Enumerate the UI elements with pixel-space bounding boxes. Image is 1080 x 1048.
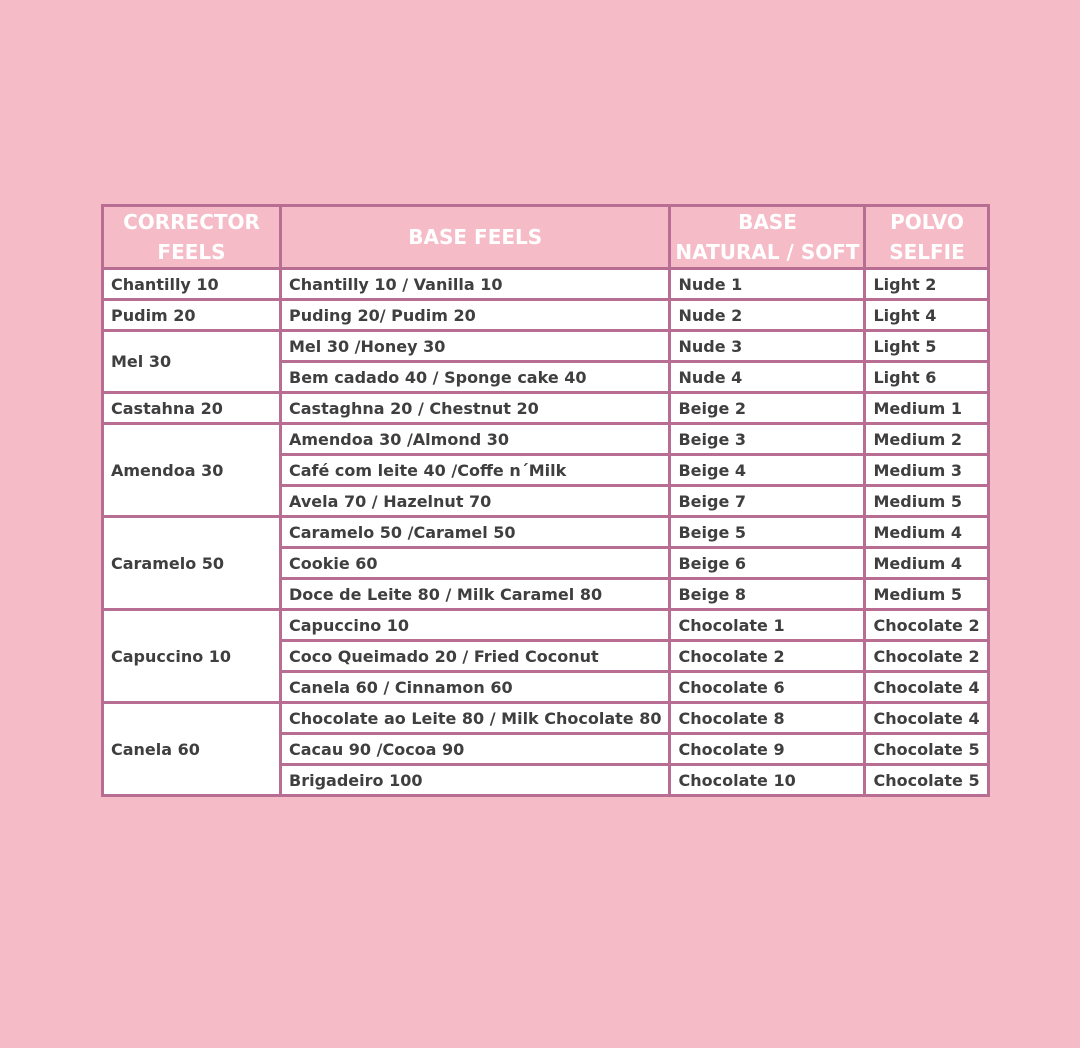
- header-base-natural-soft: [670, 206, 865, 269]
- table-row: [103, 269, 989, 300]
- header-polvo-line-2: SELFIE: [889, 240, 965, 264]
- base-feels-cell: Bem cadado 40 / Sponge cake 40: [281, 362, 670, 393]
- table-row: [103, 393, 989, 424]
- header-polvo-line-1: POLVO: [890, 210, 964, 234]
- base-feels-cell: Café com leite 40 /Coffe n´Milk: [281, 455, 670, 486]
- base-feels-cell: Caramelo 50 /Caramel 50: [281, 517, 670, 548]
- polvo-selfie-cell: Light 2: [865, 269, 989, 300]
- polvo-selfie-cell: Medium 2: [865, 424, 989, 455]
- base-natural-cell: Beige 3: [670, 424, 865, 455]
- polvo-selfie-cell: Chocolate 2: [865, 641, 989, 672]
- shade-equivalence-table: [101, 204, 990, 797]
- header-corrector-feels: [103, 206, 281, 269]
- header-base-feels-line-1: BASE FEELS: [408, 225, 543, 249]
- base-natural-cell: Beige 6: [670, 548, 865, 579]
- base-feels-cell: Amendoa 30 /Almond 30: [281, 424, 670, 455]
- base-feels-cell: Capuccino 10: [281, 610, 670, 641]
- polvo-selfie-cell: Light 4: [865, 300, 989, 331]
- base-natural-cell: Beige 2: [670, 393, 865, 424]
- table-row: [103, 703, 989, 734]
- base-natural-cell: Beige 5: [670, 517, 865, 548]
- header-base-natural-line-1: BASE: [738, 210, 797, 234]
- polvo-selfie-cell: Chocolate 5: [865, 734, 989, 765]
- header-polvo-selfie: [865, 206, 989, 269]
- base-feels-cell: Chantilly 10 / Vanilla 10: [281, 269, 670, 300]
- header-base-feels: [281, 206, 670, 269]
- corrector-feels-cell: Pudim 20: [103, 300, 281, 331]
- header-row: [103, 206, 989, 269]
- table-row: [103, 424, 989, 455]
- base-natural-cell: Beige 7: [670, 486, 865, 517]
- polvo-selfie-cell: Chocolate 4: [865, 672, 989, 703]
- polvo-selfie-cell: Medium 4: [865, 548, 989, 579]
- polvo-selfie-cell: Chocolate 2: [865, 610, 989, 641]
- table-header: [103, 206, 989, 269]
- polvo-selfie-cell: Medium 1: [865, 393, 989, 424]
- base-natural-cell: Beige 8: [670, 579, 865, 610]
- polvo-selfie-cell: Medium 3: [865, 455, 989, 486]
- base-natural-cell: Chocolate 1: [670, 610, 865, 641]
- base-natural-cell: Chocolate 9: [670, 734, 865, 765]
- base-feels-cell: Castaghna 20 / Chestnut 20: [281, 393, 670, 424]
- base-feels-cell: Cacau 90 /Cocoa 90: [281, 734, 670, 765]
- polvo-selfie-cell: Chocolate 4: [865, 703, 989, 734]
- base-natural-cell: Nude 1: [670, 269, 865, 300]
- base-natural-cell: Nude 3: [670, 331, 865, 362]
- base-feels-cell: Doce de Leite 80 / Milk Caramel 80: [281, 579, 670, 610]
- table-row: [103, 331, 989, 362]
- header-base-natural-line-2: NATURAL / SOFT: [675, 240, 860, 264]
- table-row: [103, 517, 989, 548]
- polvo-selfie-cell: Light 5: [865, 331, 989, 362]
- base-natural-cell: Nude 2: [670, 300, 865, 331]
- base-natural-cell: Chocolate 2: [670, 641, 865, 672]
- corrector-feels-cell: Amendoa 30: [103, 424, 281, 517]
- base-feels-cell: Avela 70 / Hazelnut 70: [281, 486, 670, 517]
- polvo-selfie-cell: Medium 4: [865, 517, 989, 548]
- base-feels-cell: Canela 60 / Cinnamon 60: [281, 672, 670, 703]
- corrector-feels-cell: Castahna 20: [103, 393, 281, 424]
- polvo-selfie-cell: Medium 5: [865, 579, 989, 610]
- base-natural-cell: Chocolate 8: [670, 703, 865, 734]
- header-corrector-line-2: FEELS: [157, 240, 226, 264]
- base-natural-cell: Nude 4: [670, 362, 865, 393]
- polvo-selfie-cell: Medium 5: [865, 486, 989, 517]
- base-natural-cell: Chocolate 6: [670, 672, 865, 703]
- corrector-feels-cell: Mel 30: [103, 331, 281, 393]
- header-corrector-line-1: CORRECTOR: [123, 210, 260, 234]
- corrector-feels-cell: Chantilly 10: [103, 269, 281, 300]
- corrector-feels-cell: Canela 60: [103, 703, 281, 796]
- base-feels-cell: Cookie 60: [281, 548, 670, 579]
- base-feels-cell: Chocolate ao Leite 80 / Milk Chocolate 80: [281, 703, 670, 734]
- table-body: [103, 269, 989, 796]
- table-row: [103, 610, 989, 641]
- base-feels-cell: Mel 30 /Honey 30: [281, 331, 670, 362]
- base-natural-cell: Chocolate 10: [670, 765, 865, 796]
- table-row: [103, 300, 989, 331]
- polvo-selfie-cell: Light 6: [865, 362, 989, 393]
- base-feels-cell: Coco Queimado 20 / Fried Coconut: [281, 641, 670, 672]
- base-natural-cell: Beige 4: [670, 455, 865, 486]
- polvo-selfie-cell: Chocolate 5: [865, 765, 989, 796]
- corrector-feels-cell: Capuccino 10: [103, 610, 281, 703]
- corrector-feels-cell: Caramelo 50: [103, 517, 281, 610]
- base-feels-cell: Brigadeiro 100: [281, 765, 670, 796]
- base-feels-cell: Puding 20/ Pudim 20: [281, 300, 670, 331]
